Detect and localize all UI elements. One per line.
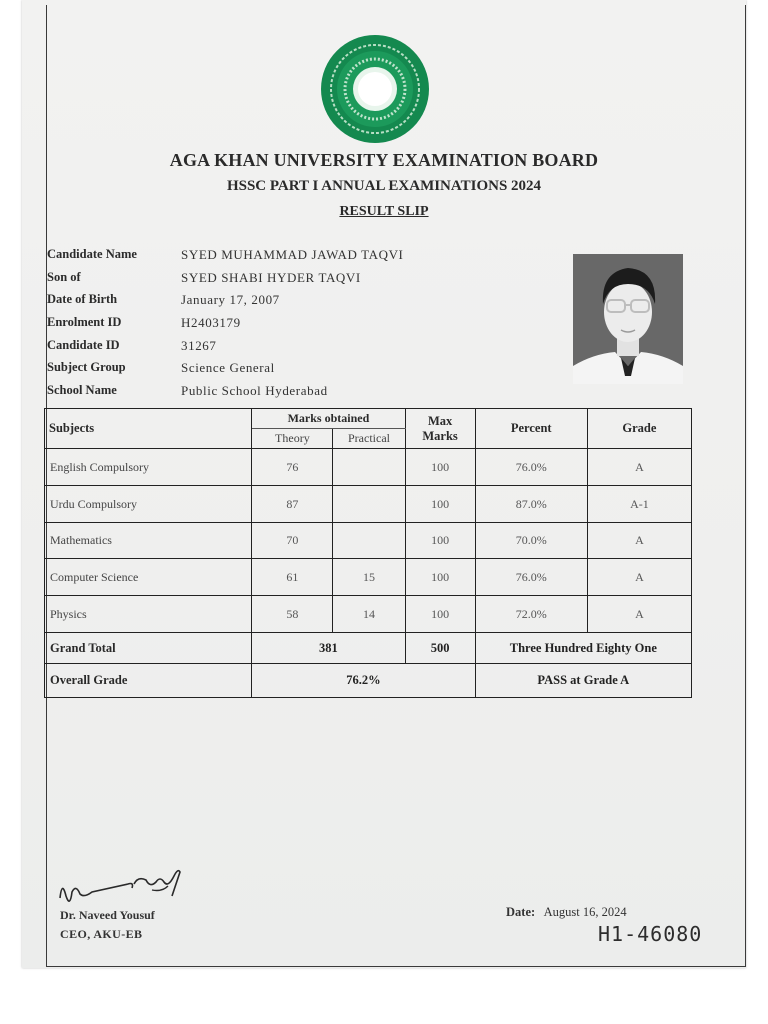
serial-number: H1-46080 [598,922,703,946]
header-marks-obtained: Marks obtained [252,409,405,429]
candidate-name: SYED MUHAMMAD JAWAD TAQVI [181,247,404,262]
practical-marks [333,449,405,486]
subject-group: Science General [181,360,275,376]
table-row [45,559,692,596]
theory-marks: 61 [252,559,333,596]
marks-table [44,408,692,698]
enrolment-id: H2403179 [181,315,241,331]
header-grade: Grade [587,409,691,449]
header-percent: Percent [475,409,587,449]
school-name: Public School Hyderabad [181,383,328,399]
candidate-photo [573,254,683,384]
info-label: Enrolment ID [47,315,122,330]
practical-marks [333,523,405,559]
overall-grade-label: Overall Grade [45,664,252,698]
practical-marks: 15 [333,559,405,596]
candidate-id: 31267 [181,337,217,353]
percent: 70.0% [475,523,587,559]
table-row [45,523,692,559]
grade: A [587,449,691,486]
subject-name: Physics [45,596,252,633]
percent: 76.0% [475,559,587,596]
header-theory: Theory [252,429,333,449]
subject-name: Urdu Compulsory [45,486,252,523]
header-max-marks [405,409,475,449]
header-max-line1: Max [427,413,453,428]
header-subjects: Subjects [45,409,252,449]
overall-percent: 76.2% [252,664,475,698]
max-marks: 100 [405,523,475,559]
theory-marks: 76 [252,449,333,486]
header-max-line2: Marks [422,428,458,443]
info-label: Date of Birth [47,292,118,307]
overall-result: PASS at Grade A [475,664,691,698]
header-practical: Practical [333,429,405,449]
subject-name: English Compulsory [45,449,252,486]
exam-title: HSSC PART I ANNUAL EXAMINATIONS 2024 [226,178,542,194]
max-marks: 100 [405,596,475,633]
table-row [45,449,692,486]
board-title: AGA KHAN UNIVERSITY EXAMINATION BOARD [169,150,599,170]
grand-total-max: 500 [405,633,475,664]
theory-marks: 58 [252,596,333,633]
subject-name: Mathematics [45,523,252,559]
overall-grade-row [45,664,692,698]
info-label: School Name [47,383,117,398]
date-of-birth: January 17, 2007 [181,292,280,308]
theory-marks: 87 [252,486,333,523]
grand-total-obtained: 381 [252,633,405,664]
grand-total-row [45,633,692,664]
percent: 72.0% [475,596,587,633]
aku-eb-logo-icon [320,34,430,144]
grade: A [587,523,691,559]
info-label: Candidate ID [47,337,120,352]
signature-icon [56,862,186,912]
issue-date [506,905,627,920]
grand-total-label: Grand Total [45,633,252,664]
signatory-title: CEO, AKU-EB [60,927,143,941]
table-row [45,596,692,633]
grade: A-1 [587,486,691,523]
max-marks: 100 [405,486,475,523]
info-label: Son of [47,269,81,284]
signatory-name: Dr. Naveed Yousuf [60,908,155,922]
info-label: Subject Group [47,360,126,375]
date-label: Date: [506,905,536,919]
grade: A [587,559,691,596]
info-label: Candidate Name [47,247,137,261]
theory-marks: 70 [252,523,333,559]
subject-name: Computer Science [45,559,252,596]
slip-title: RESULT SLIP [339,204,429,219]
date-value: August 16, 2024 [543,905,627,919]
percent: 87.0% [475,486,587,523]
percent: 76.0% [475,449,587,486]
practical-marks [333,486,405,523]
max-marks: 100 [405,449,475,486]
grand-total-words: Three Hundred Eighty One [475,633,691,664]
grade: A [587,596,691,633]
max-marks: 100 [405,559,475,596]
practical-marks: 14 [333,596,405,633]
father-name: SYED SHABI HYDER TAQVI [181,269,361,285]
table-row [45,486,692,523]
